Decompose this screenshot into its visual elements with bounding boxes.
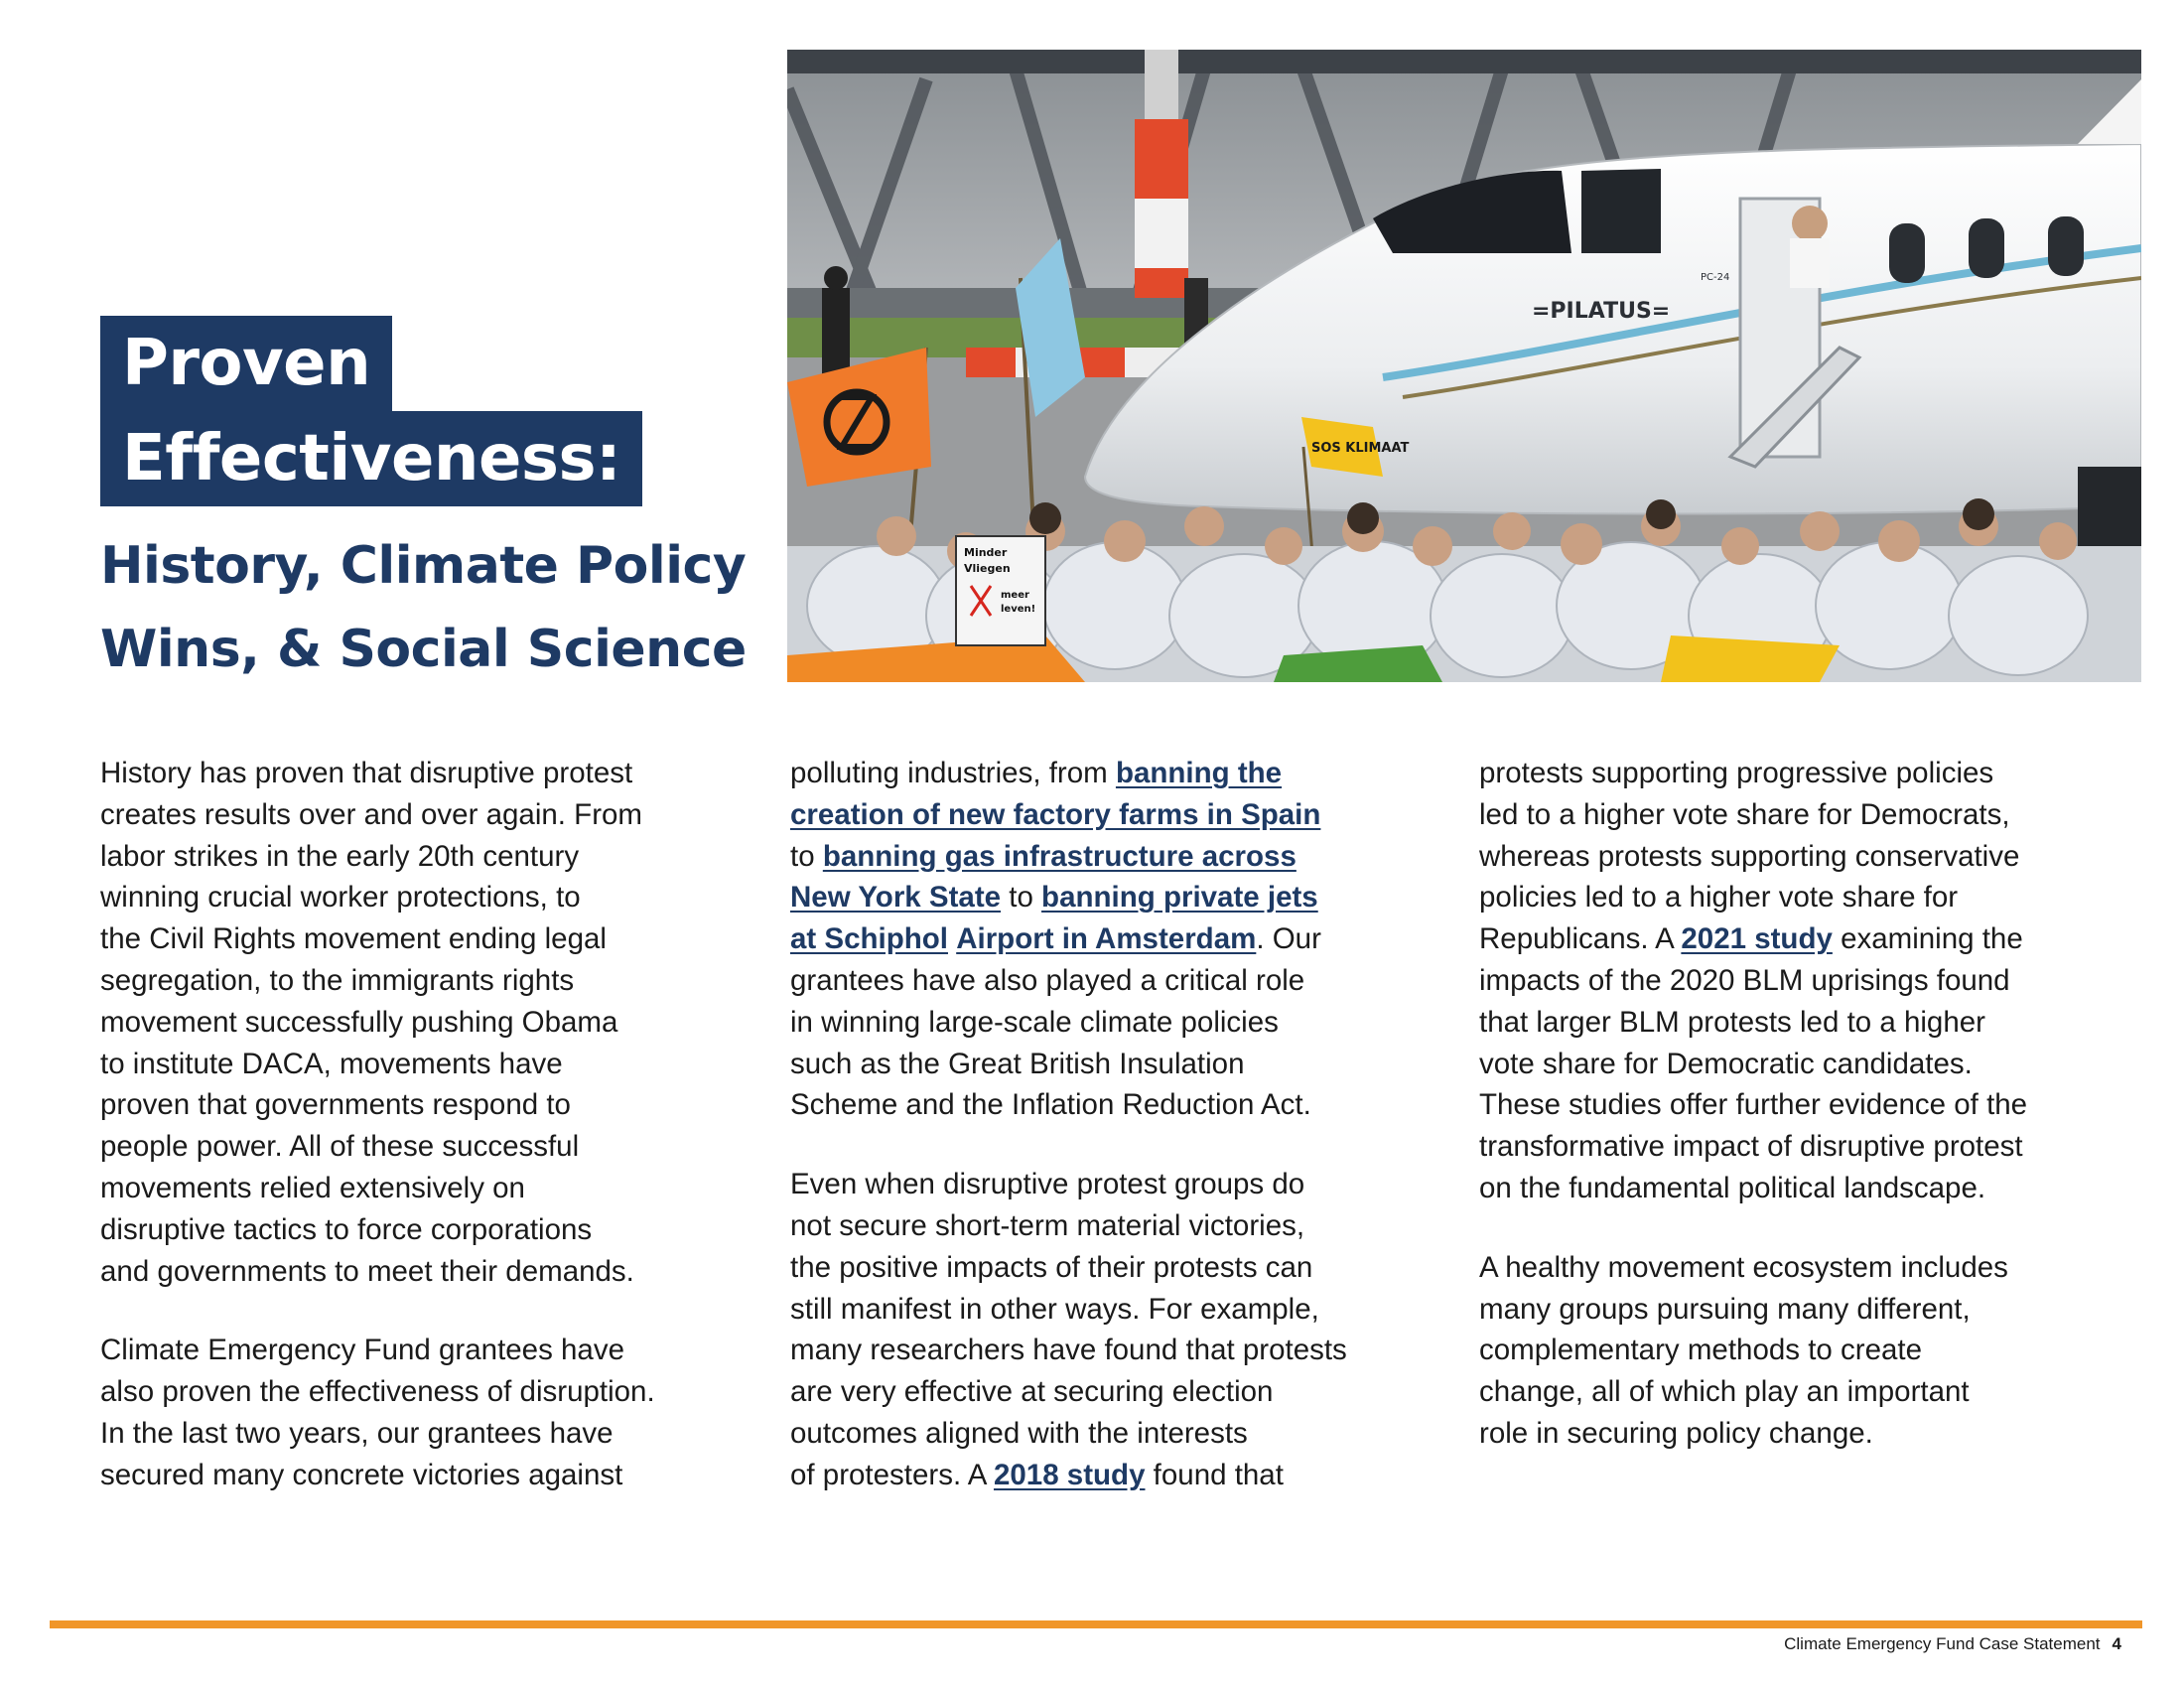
text-line: movements relied extensively on [100,1171,525,1204]
text-line: and governments to meet their demands. [100,1254,634,1288]
footer [1784,1634,2121,1654]
text-line: the Civil Rights movement ending legal [100,922,607,956]
text-line: also proven the effectiveness of disruption. [100,1375,655,1409]
col3-paragraph-2 [1479,1247,2124,1455]
text-line: whereas protests supporting conservative [1479,839,2020,873]
text-line: policies led to a higher vote share for [1479,881,1959,914]
column-3 [1479,753,2124,1492]
link-private-jets-schiphol[interactable]: banning private jets [1041,881,1318,914]
link-2021-study[interactable]: 2021 study [1681,922,1833,956]
text-line: segregation, to the immigrants rights [100,963,575,997]
text-line: not secure short-term material victories, [790,1208,1305,1242]
subtitle-line-2: Wins, & Social Science [100,620,747,679]
inline-text: polluting industries, from [790,757,1116,789]
col3-paragraph-1 [1479,753,2124,1209]
text-line: role in securing policy change. [1479,1416,1873,1450]
text-line: impacts of the 2020 BLM uprisings found [1479,963,2010,997]
text-line: secured many concrete victories against [100,1458,623,1491]
link-private-jets-schiphol-cont[interactable]: at Schiphol [790,922,948,956]
text-line: movement successfully pushing Obama [100,1005,618,1039]
inline-text: to [1001,881,1042,914]
footer-divider [50,1620,2142,1628]
page-title-line-1: Proven [100,316,392,411]
text-line [1479,918,2124,960]
sign-line-1: Minder [964,546,1008,559]
text-line: transformative impact of disruptive protest [1479,1130,2023,1164]
link-factory-farms-spain[interactable]: banning the [1115,757,1283,789]
title-block [100,316,755,691]
col2-paragraph-2 [790,1164,1435,1495]
text-line: Climate Emergency Fund grantees have [100,1334,624,1367]
link-gas-infrastructure-ny[interactable]: banning gas infrastructure across [822,839,1297,873]
sign-line-2: Vliegen [964,562,1011,575]
text-line: many groups pursuing many different, [1479,1292,1971,1326]
footer-doc-title: Climate Emergency Fund Case Statement [1784,1634,2101,1653]
link-airport-amsterdam[interactable]: Airport in Amsterdam [956,922,1257,956]
text-line: the positive impacts of their protests can [790,1250,1313,1284]
inline-text: of protesters. A [790,1458,994,1491]
text-line [790,1455,1435,1496]
inline-text: examining the [1832,922,2023,956]
text-line: are very effective at securing election [790,1375,1274,1409]
page-number: 4 [2112,1634,2121,1653]
page-subtitle [100,524,755,691]
text-line: winning crucial worker protections, to [100,881,581,914]
text-line: many researchers have found that protests [790,1334,1347,1367]
text-line: led to a higher vote share for Democrats, [1479,797,2010,831]
sign-line-3: meer [1001,590,1029,601]
text-line: creates results over and over again. From [100,797,642,831]
text-line: complementary methods to create [1479,1334,1922,1367]
column-2 [790,753,1435,1534]
col1-paragraph-2 [100,1330,746,1495]
text-line: change, all of which play an important [1479,1375,1970,1409]
text-line: These studies offer further evidence of the [1479,1088,2028,1122]
text-line [790,877,1435,918]
flag-text: SOS KLIMAAT [1311,441,1410,456]
aircraft-model-text: PC-24 [1701,272,1730,283]
text-line: in winning large-scale climate policies [790,1005,1279,1039]
text-line: A healthy movement ecosystem includes [1479,1250,2008,1284]
text-line [790,794,1435,836]
text-line [790,753,1435,794]
text-line: still manifest in other ways. For example, [790,1292,1319,1326]
text-line: to institute DACA, movements have [100,1047,563,1080]
text-line: protests supporting progressive policies [1479,757,1994,789]
text-line: Even when disruptive protest groups do [790,1168,1305,1201]
text-line: grantees have also played a critical role [790,963,1305,997]
text-line [790,918,1435,960]
text-line: labor strikes in the early 20th century [100,839,580,873]
inline-text: found that [1145,1458,1284,1491]
protest-photo [787,50,2141,682]
text-line: In the last two years, our grantees have [100,1416,614,1450]
text-line: proven that governments respond to [100,1088,571,1122]
text-line: History has proven that disruptive protest [100,757,633,789]
text-line: such as the Great British Insulation [790,1047,1245,1080]
text-line: that larger BLM protests led to a higher [1479,1005,1985,1039]
inline-text: . Our [1256,922,1321,956]
inline-text: Republicans. A [1479,922,1682,956]
aircraft-brand-text: =PILATUS= [1532,299,1671,324]
text-line: on the fundamental political landscape. [1479,1171,1986,1204]
col2-paragraph-1 [790,753,1435,1126]
link-gas-infrastructure-ny-cont[interactable]: New York State [790,881,1002,914]
column-1 [100,753,746,1534]
text-line: Scheme and the Inflation Reduction Act. [790,1088,1311,1122]
text-line: disruptive tactics to force corporations [100,1212,593,1246]
sign-line-4: leven! [1001,604,1036,615]
subtitle-line-1: History, Climate Policy [100,536,747,596]
link-2018-study[interactable]: 2018 study [993,1458,1146,1491]
col1-paragraph-1 [100,753,746,1292]
text-line: people power. All of these successful [100,1130,580,1164]
text-line: outcomes aligned with the interests [790,1416,1248,1450]
text-line [790,836,1435,878]
inline-text: to [790,839,823,873]
text-line: vote share for Democratic candidates. [1479,1047,1973,1080]
page-title-line-2: Effectiveness: [100,411,642,506]
link-factory-farms-spain-cont[interactable]: creation of new factory farms in Spain [790,797,1321,831]
